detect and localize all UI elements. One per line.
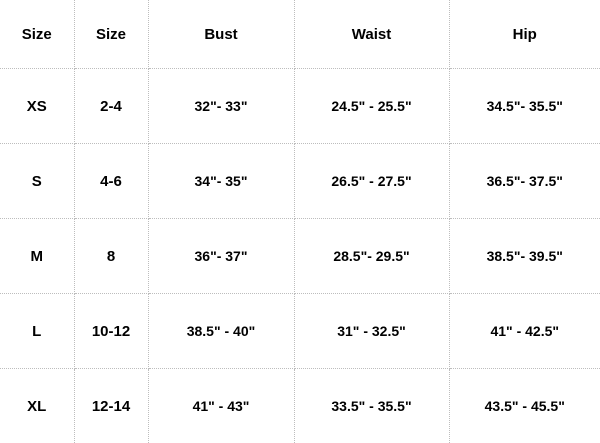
table-row bbox=[0, 69, 600, 144]
column-header-bust: Bust bbox=[148, 0, 294, 69]
table-row bbox=[0, 369, 600, 443]
column-header-waist: Waist bbox=[294, 0, 449, 69]
cell-size-letter: S bbox=[0, 144, 74, 219]
cell-size-numeric: 8 bbox=[74, 219, 148, 294]
table-row bbox=[0, 144, 600, 219]
cell-bust: 41" - 43" bbox=[148, 369, 294, 443]
column-header-size-letter: Size bbox=[0, 0, 74, 69]
cell-size-numeric: 10-12 bbox=[74, 294, 148, 369]
cell-size-numeric: 4-6 bbox=[74, 144, 148, 219]
column-header-size-numeric: Size bbox=[74, 0, 148, 69]
table-body bbox=[0, 69, 600, 443]
cell-size-numeric: 2-4 bbox=[74, 69, 148, 144]
cell-hip: 34.5"- 35.5" bbox=[449, 69, 600, 144]
cell-size-letter: M bbox=[0, 219, 74, 294]
cell-size-letter: XL bbox=[0, 369, 74, 443]
cell-waist: 33.5" - 35.5" bbox=[294, 369, 449, 443]
table-header-row bbox=[0, 0, 600, 69]
cell-size-letter: XS bbox=[0, 69, 74, 144]
cell-hip: 43.5" - 45.5" bbox=[449, 369, 600, 443]
cell-waist: 31" - 32.5" bbox=[294, 294, 449, 369]
cell-hip: 36.5"- 37.5" bbox=[449, 144, 600, 219]
cell-size-letter: L bbox=[0, 294, 74, 369]
table-header bbox=[0, 0, 600, 69]
cell-hip: 41" - 42.5" bbox=[449, 294, 600, 369]
cell-bust: 38.5" - 40" bbox=[148, 294, 294, 369]
cell-waist: 24.5" - 25.5" bbox=[294, 69, 449, 144]
cell-waist: 28.5"- 29.5" bbox=[294, 219, 449, 294]
column-header-hip: Hip bbox=[449, 0, 600, 69]
cell-size-numeric: 12-14 bbox=[74, 369, 148, 443]
cell-hip: 38.5"- 39.5" bbox=[449, 219, 600, 294]
cell-waist: 26.5" - 27.5" bbox=[294, 144, 449, 219]
table-row bbox=[0, 294, 600, 369]
cell-bust: 32"- 33" bbox=[148, 69, 294, 144]
cell-bust: 34"- 35" bbox=[148, 144, 294, 219]
table-row bbox=[0, 219, 600, 294]
cell-bust: 36"- 37" bbox=[148, 219, 294, 294]
